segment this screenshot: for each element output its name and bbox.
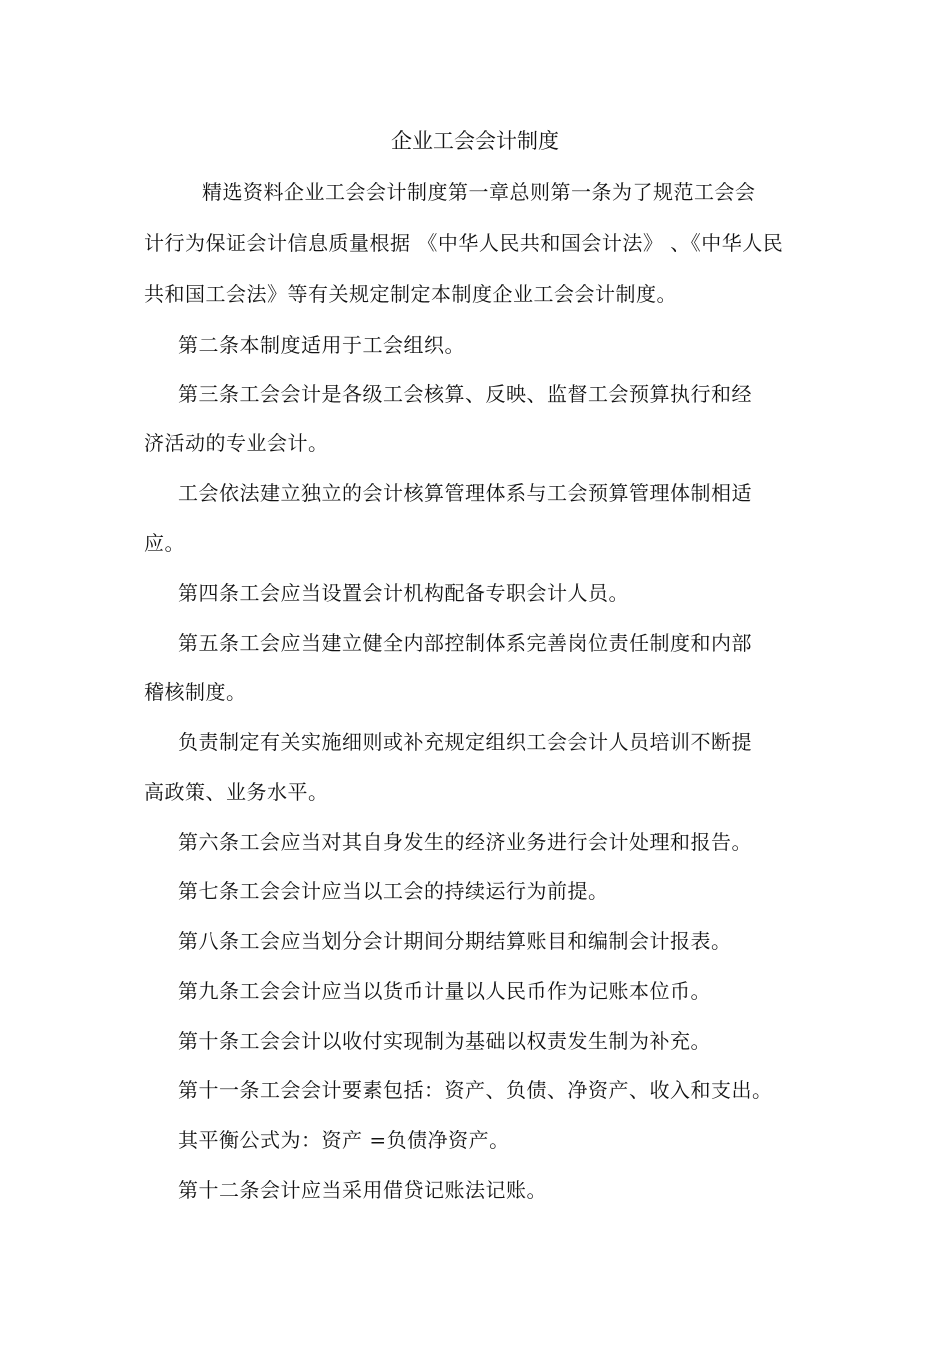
document-title: 企业工会会计制度 [391, 129, 559, 153]
paragraph-line-19: 第十一条工会会计要素包括：资产、负债、净资产、收入和支出。 [178, 1078, 773, 1102]
paragraph-line-8: 应。 [144, 531, 185, 555]
paragraph-line-4: 第二条本制度适用于工会组织。 [178, 333, 465, 357]
paragraph-line-20: 其平衡公式为：资产 =负债净资产。 [178, 1128, 510, 1152]
paragraph-line-1: 精选资料企业工会会计制度第一章总则第一条为了规范工会会 [202, 180, 756, 204]
paragraph-line-21: 第十二条会计应当采用借贷记账法记账。 [178, 1178, 547, 1202]
paragraph-line-14: 第六条工会应当对其自身发生的经济业务进行会计处理和报告。 [178, 830, 752, 854]
paragraph-line-10: 第五条工会应当建立健全内部控制体系完善岗位责任制度和内部 [178, 631, 752, 655]
paragraph-line-16: 第八条工会应当划分会计期间分期结算账目和编制会计报表。 [178, 929, 732, 953]
paragraph-line-7: 工会依法建立独立的会计核算管理体系与工会预算管理体制相适 [178, 481, 752, 505]
paragraph-line-12: 负责制定有关实施细则或补充规定组织工会会计人员培训不断提 [178, 730, 752, 754]
paragraph-line-11: 稽核制度。 [144, 680, 247, 704]
paragraph-line-15: 第七条工会会计应当以工会的持续运行为前提。 [178, 879, 609, 903]
paragraph-line-9: 第四条工会应当设置会计机构配备专职会计人员。 [178, 581, 629, 605]
paragraph-line-13: 高政策、业务水平。 [144, 780, 329, 804]
paragraph-line-18: 第十条工会会计以收付实现制为基础以权责发生制为补充。 [178, 1029, 711, 1053]
paragraph-line-3: 共和国工会法》等有关规定制定本制度企业工会会计制度。 [144, 282, 677, 306]
paragraph-line-5: 第三条工会会计是各级工会核算、反映、监督工会预算执行和经 [178, 382, 752, 406]
paragraph-line-2: 计行为保证会计信息质量根据 《中华人民共和国会计法》 、《中华人民 [144, 231, 784, 255]
paragraph-line-6: 济活动的专业会计。 [144, 431, 329, 455]
paragraph-line-17: 第九条工会会计应当以货币计量以人民币作为记账本位币。 [178, 979, 711, 1003]
